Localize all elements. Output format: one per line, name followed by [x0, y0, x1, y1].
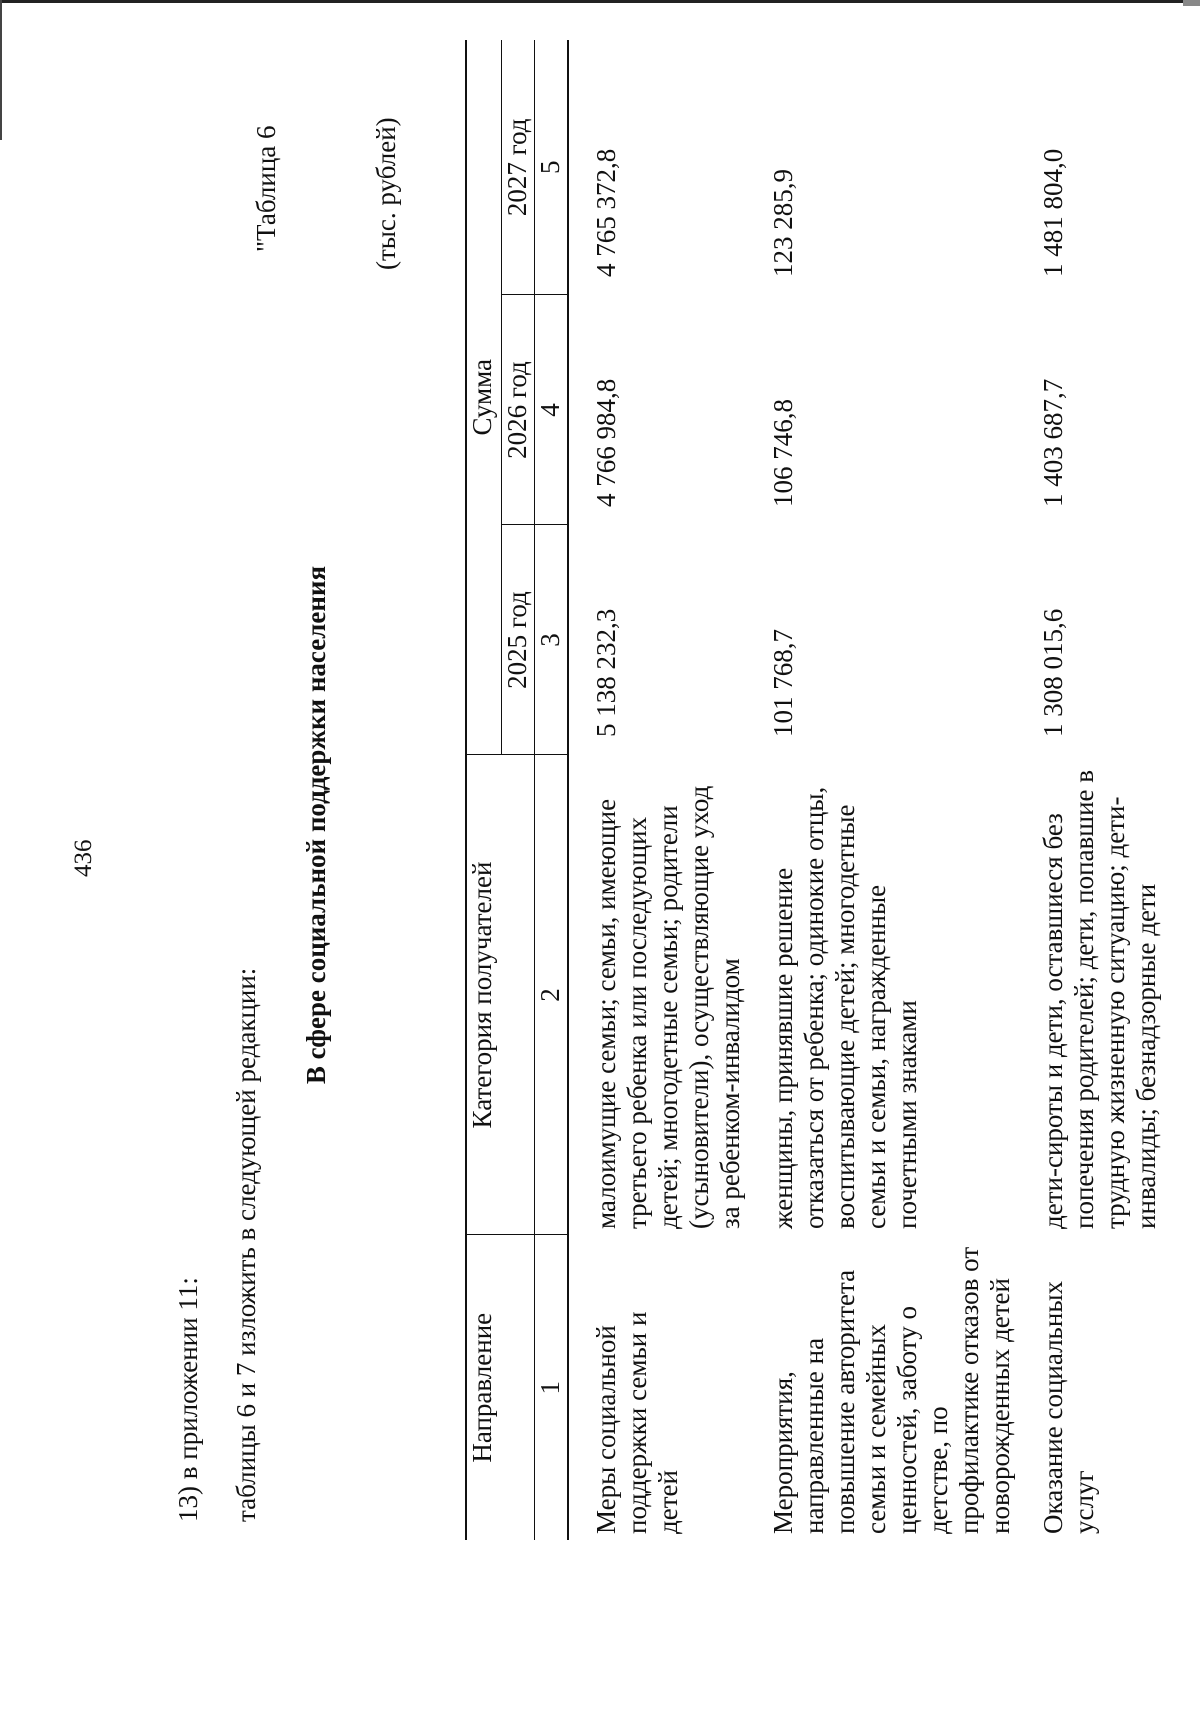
section-title: В сфере социальной поддержки населения — [301, 565, 331, 1085]
column-number-4: 4 — [535, 295, 569, 525]
cell-category: дети-сироты и дети, оставшиеся без попечения родителей; дети, попавшие в трудную жизненную ситуацию; дети-инвалиды; безнадзорные дети — [1038, 769, 1161, 1229]
cell-2026: 106 746,8 — [768, 399, 798, 507]
cell-2026: 4 766 984,8 — [591, 378, 621, 507]
intro-line-2: таблицы 6 и 7 изложить в следующей редакции: — [231, 967, 261, 1522]
cell-2025: 1 308 015,6 — [1038, 608, 1068, 737]
cell-2027: 123 285,9 — [768, 169, 798, 277]
header-year-2026: 2026 год — [502, 295, 535, 525]
header-year-2027: 2027 год — [502, 40, 535, 295]
table-caption: "Таблица 6 — [251, 125, 281, 252]
cell-2027: 4 765 372,8 — [591, 148, 621, 277]
column-number-1: 1 — [535, 1235, 569, 1540]
cell-2027: 1 481 804,0 — [1038, 148, 1068, 277]
intro-line-1: 13) в приложении 11: — [173, 1277, 203, 1522]
cell-2026: 1 403 687,7 — [1038, 378, 1068, 507]
page-number: 436 — [70, 839, 97, 877]
table-row — [1016, 40, 1162, 1540]
cell-direction: Меры социальной поддержки семьи и детей — [591, 1311, 683, 1534]
column-number-3: 3 — [535, 525, 569, 755]
cell-direction: Мероприятия, направленные на повышение авторитета семьи и семейных ценностей, заботу о детстве, по профилактике отказов от новорожденных детей — [768, 1246, 1015, 1534]
header-category: Категория получателей — [466, 755, 535, 1235]
header-column-numbers — [535, 40, 569, 1540]
cell-category: женщины, принявшие решение отказаться от ребенка; одинокие отцы, воспитывающие детей; многодетные семьи и семьи, награжденные почетными знаками — [768, 786, 922, 1229]
cell-category: малоимущие семьи; семьи, имеющие третьего ребенка или последующих детей; многодетные семьи; родители (усыновители), осуществляющие уход за ребенком-инвалидом — [591, 785, 745, 1229]
cell-direction: Оказание социальных услуг — [1038, 1281, 1099, 1534]
cell-2025: 5 138 232,3 — [591, 608, 621, 737]
budget-table — [465, 40, 1162, 1540]
header-sum: Сумма — [466, 40, 502, 755]
header-direction: Направление — [466, 1235, 535, 1540]
units-label: (тыс. рублей) — [371, 117, 401, 270]
column-number-5: 5 — [535, 40, 569, 295]
header-year-2025: 2025 год — [502, 525, 535, 755]
header-row-1 — [466, 40, 502, 1540]
cell-2025: 101 768,7 — [768, 629, 798, 737]
column-number-2: 2 — [535, 755, 569, 1235]
table-row — [746, 40, 1016, 1540]
table-row — [568, 40, 746, 1540]
